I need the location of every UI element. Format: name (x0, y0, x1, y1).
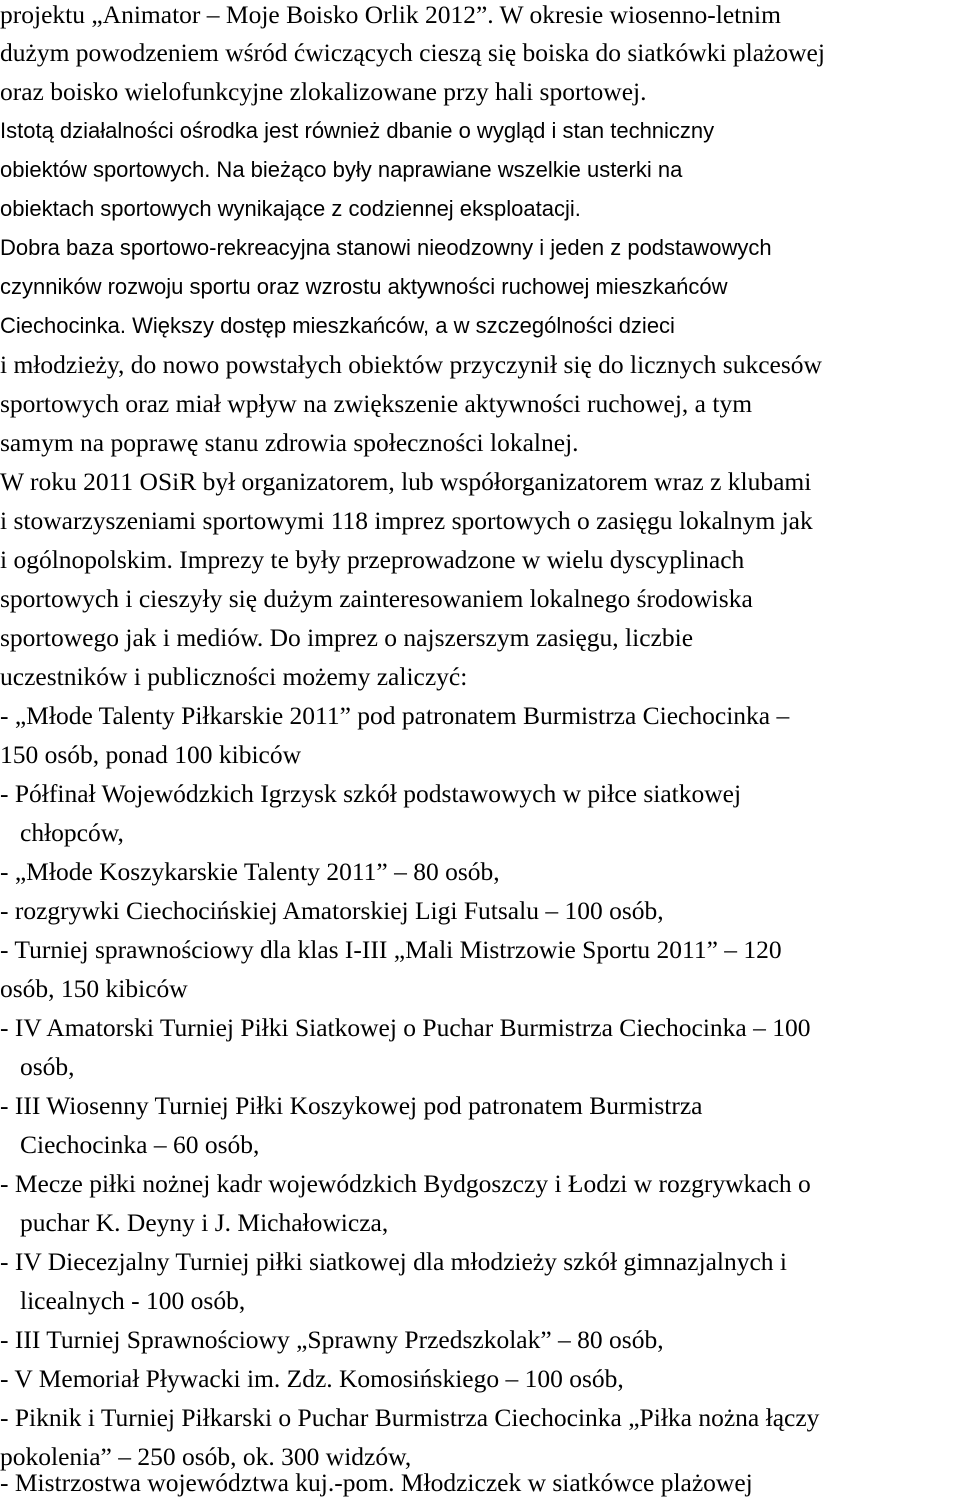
text-line: sportowego jak i mediów. Do imprez o najszerszym zasięgu, liczbie (0, 623, 694, 652)
text-line: sportowych i cieszyły się dużym zainteresowaniem lokalnego środowiska (0, 584, 753, 613)
text-line: - V Memoriał Pływacki im. Zdz. Komosińskiego – 100 osób, (0, 1364, 624, 1393)
text-line: chłopców, (20, 818, 124, 847)
text-line: czynników rozwoju sportu oraz wzrostu aktywności ruchowej mieszkańców (0, 274, 728, 299)
text-line: - Mecze piłki nożnej kadr wojewódzkich Bydgoszczy i Łodzi w rozgrywkach o (0, 1169, 811, 1198)
text-line: dużym powodzeniem wśród ćwiczących cieszą się boiska do siatkówki plażowej (0, 38, 825, 67)
text-line: - III Wiosenny Turniej Piłki Koszykowej pod patronatem Burmistrza (0, 1091, 703, 1120)
text-line: - III Turniej Sprawnościowy „Sprawny Przedszkolak” – 80 osób, (0, 1325, 664, 1354)
text-line: licealnych - 100 osób, (20, 1286, 246, 1315)
text-line: - IV Amatorski Turniej Piłki Siatkowej o Puchar Burmistrza Ciechocinka – 100 (0, 1013, 811, 1042)
text-line: - Mistrzostwa województwa kuj.-pom. Młodziczek w siatkówce plażowej (0, 1468, 753, 1497)
text-line: Ciechocinka. Większy dostęp mieszkańców, a w szczególności dzieci (0, 313, 675, 338)
text-line: - Turniej sprawnościowy dla klas I-III „Mali Mistrzowie Sportu 2011” – 120 (0, 935, 782, 964)
text-line: obiektów sportowych. Na bieżąco były naprawiane wszelkie usterki na (0, 157, 683, 182)
text-line: Dobra baza sportowo-rekreacyjna stanowi nieodzowny i jeden z podstawowych (0, 235, 772, 260)
text-line: i ogólnopolskim. Imprezy te były przeprowadzone w wielu dyscyplinach (0, 545, 745, 574)
text-line: obiektach sportowych wynikające z codziennej eksploatacji. (0, 196, 581, 221)
text-line: 150 osób, ponad 100 kibiców (0, 740, 302, 769)
text-line: sportowych oraz miał wpływ na zwiększenie aktywności ruchowej, a tym (0, 389, 753, 418)
text-line: samym na poprawę stanu zdrowia społeczności lokalnej. (0, 428, 579, 457)
text-line: W roku 2011 OSiR był organizatorem, lub współorganizatorem wraz z klubami (0, 467, 812, 496)
text-line: - IV Diecezjalny Turniej piłki siatkowej dla młodzieży szkół gimnazjalnych i (0, 1247, 788, 1276)
text-line: projektu „Animator – Moje Boisko Orlik 2012”. W okresie wiosenno-letnim (0, 0, 781, 29)
text-line: Istotą działalności ośrodka jest również dbanie o wygląd i stan techniczny (0, 118, 715, 143)
text-line: - „Młode Koszykarskie Talenty 2011” – 80 osób, (0, 857, 500, 886)
text-line: - Półfinał Wojewódzkich Igrzysk szkół podstawowych w piłce siatkowej (0, 779, 742, 808)
text-line: oraz boisko wielofunkcyjne zlokalizowane przy hali sportowej. (0, 77, 647, 106)
text-line: i młodzieży, do nowo powstałych obiektów przyczynił się do licznych sukcesów (0, 350, 822, 379)
text-line: osób, 150 kibiców (0, 974, 188, 1003)
text-line: Ciechocinka – 60 osób, (20, 1130, 260, 1159)
text-line: osób, (20, 1052, 75, 1081)
text-line: pokolenia” – 250 osób, ok. 300 widzów, (0, 1442, 412, 1471)
text-line: puchar K. Deyny i J. Michałowicza, (20, 1208, 389, 1237)
text-line: - Piknik i Turniej Piłkarski o Puchar Burmistrza Ciechocinka „Piłka nożna łączy (0, 1403, 820, 1432)
text-line: - rozgrywki Ciechocińskiej Amatorskiej Ligi Futsalu – 100 osób, (0, 896, 664, 925)
text-line: uczestników i publiczności możemy zaliczyć: (0, 662, 468, 691)
text-line: - „Młode Talenty Piłkarskie 2011” pod patronatem Burmistrza Ciechocinka – (0, 701, 790, 730)
text-line: i stowarzyszeniami sportowymi 118 imprez sportowych o zasięgu lokalnym jak (0, 506, 813, 535)
